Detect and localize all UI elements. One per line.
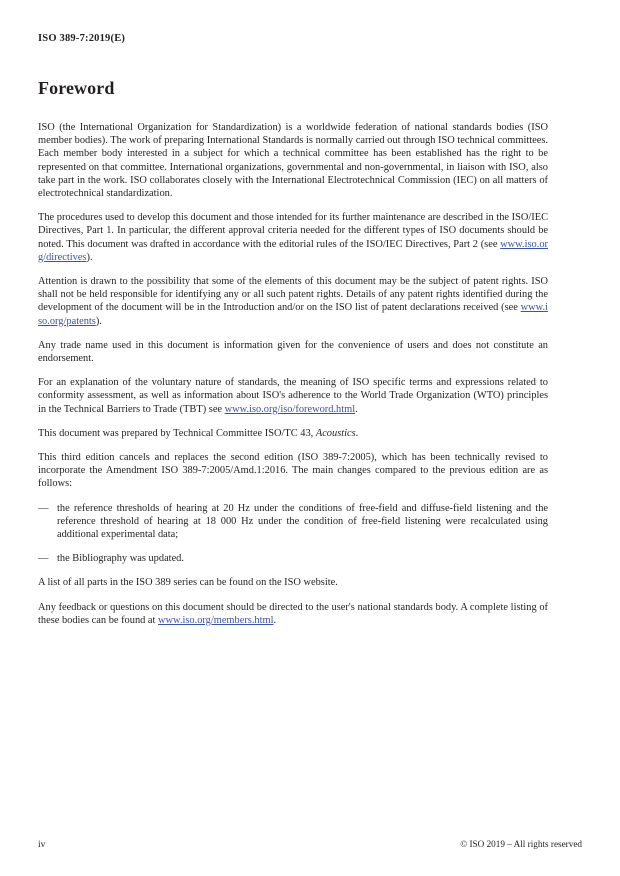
list-item: [38, 552, 548, 565]
paragraph-third-edition: This third edition cancels and replaces the second edition (ISO 389-7:2005), which has been technically revised to incorporate the Amendment ISO 389-7:2005/Amd.1:2016. The main changes compared to the previous edition are as follows:: [38, 452, 548, 490]
list-item-text: the Bibliography was updated.: [57, 553, 184, 565]
paragraph-feedback-tail: .: [273, 614, 277, 626]
paragraph-voluntary-nature-tail: .: [355, 403, 358, 415]
page-footer: [38, 839, 582, 850]
link-iso-patents[interactable]: www.iso.org/patents: [38, 302, 548, 327]
paragraph-procedures-text: The procedures used to develop this document and those intended for its further maintenance are described in the ISO/IEC Directives, Part 1. In particular, the different approval criteria needed for the different types of ISO documents should be noted. This document was drafted in accordance with the editorial rules of the ISO/IEC Directives, Part 2 (see: [38, 212, 548, 250]
paragraph-patent-rights-text: Attention is drawn to the possibility that some of the elements of this document may be the subject of patent rights. ISO shall not be held responsible for identifying any or all such patent rights. Details of any patent rights identified during the development of the document will be in the Introduction and/or on the ISO list of patent declarations received (see: [38, 276, 548, 314]
em-dash-marker-icon: —: [38, 553, 49, 565]
paragraph-technical-committee-text: This document was prepared by Technical Committee ISO/TC 43,: [38, 427, 316, 439]
committee-scope-title: Acoustics: [315, 427, 356, 439]
paragraph-voluntary-nature: [38, 376, 548, 416]
paragraph-feedback: [38, 601, 548, 627]
paragraph-voluntary-nature-text: For an explanation of the voluntary nature of standards, the meaning of ISO specific terms and expressions related to conformity assessment, as well as information about ISO's adherence to the World Trade Organization (WTO) principles in the Technical Barriers to Trade (TBT) see: [38, 377, 548, 415]
paragraph-procedures: [38, 211, 548, 264]
paragraph-iso-definition: ISO (the International Organization for Standardization) is a worldwide federation of national standards bodies (ISO member bodies). The work of preparing International Standards is normally carried out through ISO technical committees. Each member body interested in a subject for which a technical committee has been established has the right to be represented on that committee. International organizations, governmental and non-governmental, in liaison with ISO, also take part in the work. ISO collaborates closely with the International Electrotechnical Commission (IEC) on all matters of electrotechnical standardization.: [38, 122, 548, 200]
link-iso-foreword[interactable]: www.iso.org/iso/foreword.html: [224, 403, 356, 415]
paragraph-series-parts: A list of all parts in the ISO 389 series can be found on the ISO website.: [38, 577, 338, 589]
changes-list: [38, 502, 548, 566]
page-title: Foreword: [38, 78, 115, 98]
paragraph-procedures-tail: ).: [86, 251, 93, 263]
paragraph-technical-committee: [38, 427, 548, 440]
copyright-notice: © ISO 2019 – All rights reserved: [460, 839, 582, 849]
em-dash-marker-icon: —: [38, 502, 49, 514]
link-iso-directives[interactable]: www.iso.org/directives: [38, 238, 548, 263]
paragraph-patent-rights: [38, 275, 548, 328]
paragraph-patent-rights-tail: ).: [95, 315, 102, 327]
link-iso-members[interactable]: www.iso.org/members.html: [158, 614, 274, 626]
page-number: iv: [38, 840, 46, 850]
paragraph-feedback-text: Any feedback or questions on this document should be directed to the user's national standards body. A complete listing of these bodies can be found at: [38, 601, 548, 626]
paragraph-technical-committee-tail: .: [355, 427, 359, 439]
list-item: [38, 502, 548, 542]
page-content: [38, 78, 548, 627]
running-head: ISO 389-7:2019(E): [38, 33, 126, 44]
list-item-text: the reference thresholds of hearing at 20 Hz under the conditions of free-field and diffuse-field listening and the reference threshold of hearing at 18 000 Hz under the condition of free-field listening were recalculated using additional experimental data;: [57, 502, 548, 541]
paragraph-trade-name: Any trade name used in this document is information given for the convenience of users and does not constitute an endorsement.: [38, 339, 548, 365]
